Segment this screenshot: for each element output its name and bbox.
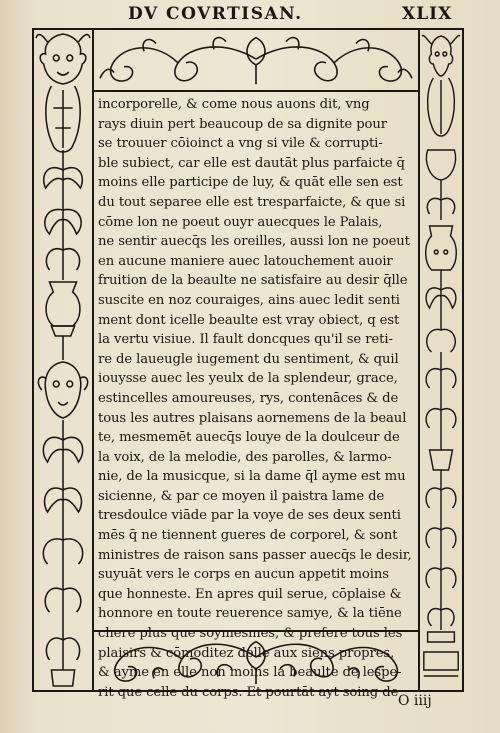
text-line: suscite en noz couraiges, ains auec ledit senti xyxy=(98,292,400,308)
running-title: DV COVRTISAN. xyxy=(128,4,303,24)
text-line: que honneste. En apres quil serue, cōplaise & xyxy=(98,586,402,602)
text-line: re de laueugle iugement du sentiment, & quil xyxy=(98,351,399,367)
left-grotesque-ornament xyxy=(34,30,92,690)
text-line: honnore en toute reuerence samye, & la tiēne xyxy=(98,606,402,622)
text-line: tous les autres plaisans aornemens de la beaul xyxy=(98,410,407,426)
text-line: sicienne, & par ce moyen il paistra lame de xyxy=(98,488,385,504)
text-line: & ayme en elle non moins la beaulte de lespe- xyxy=(98,665,402,681)
body-text xyxy=(98,95,416,702)
text-line: cōme lon ne poeut ouyr auecques le Palais, xyxy=(98,214,383,230)
right-ornamental-border xyxy=(418,30,462,690)
text-line: te, mesmemēt auecq̄s louye de la doulceur de xyxy=(98,430,400,446)
text-line: estincelles amoureuses, rys, contenāces & de xyxy=(98,390,399,406)
text-line: ment dont icelle beaulte est vray obiect, q est xyxy=(98,312,400,328)
running-head xyxy=(0,4,500,26)
text-line: rays diuin pert beaucoup de sa dignite pour xyxy=(98,116,387,132)
text-line: plaisirs & cōmoditez delle aux siens propres, xyxy=(98,645,395,661)
top-arabesque-ornament xyxy=(94,30,418,90)
right-candelabrum-ornament xyxy=(420,30,462,690)
text-line: la voix, de la melodie, des parolles, & larmo- xyxy=(98,449,392,465)
text-line: suyuāt vers le corps en aucun appetit moins xyxy=(98,567,389,583)
text-line: en aucune maniere auec latouchement auoir xyxy=(98,253,393,269)
text-line: se trouuer cōioinct a vng si vile & corrupti- xyxy=(98,136,383,152)
text-line: nie, de la musicque, si la dame q̄l ayme est mu xyxy=(98,469,406,485)
text-line: mēs q̄ ne tiennent gueres de corporel, & sont xyxy=(98,528,398,544)
text-line: chere plus que soymesmes, & prefere tous les xyxy=(98,626,403,642)
top-scrollwork-border xyxy=(94,30,418,92)
text-line: rit que celle du corps. Et pourtāt ayt soing de xyxy=(98,684,399,700)
text-line: moins elle participe de luy, & quāt elle sen est xyxy=(98,175,403,191)
left-ornamental-border xyxy=(34,30,94,690)
text-line: fruition de la beaulte ne satisfaire au desir q̄lle xyxy=(98,273,408,289)
text-line: incorporelle, & come nous auons dit, vng xyxy=(98,97,370,112)
text-line: tresdoulce viāde par la voye de ses deux senti xyxy=(98,508,401,524)
text-line: du tout separee elle est tresparfaicte, & que si xyxy=(98,194,406,210)
text-line: la vertu visiue. Il fault doncques qu'il se reti- xyxy=(98,332,393,348)
text-line: iouysse auec les yeulx de la splendeur, grace, xyxy=(98,371,398,387)
text-line: ministres de raison sans passer auecq̄s le desir, xyxy=(98,547,412,563)
text-line: ble subiect, car elle est dautāt plus parfaicte q̄ xyxy=(98,155,405,171)
text-line: ne sentir auecq̄s les oreilles, aussi lon ne poeut xyxy=(98,234,410,250)
folio-number: XLIX xyxy=(402,4,453,24)
signature-mark: O iiij xyxy=(398,693,432,709)
